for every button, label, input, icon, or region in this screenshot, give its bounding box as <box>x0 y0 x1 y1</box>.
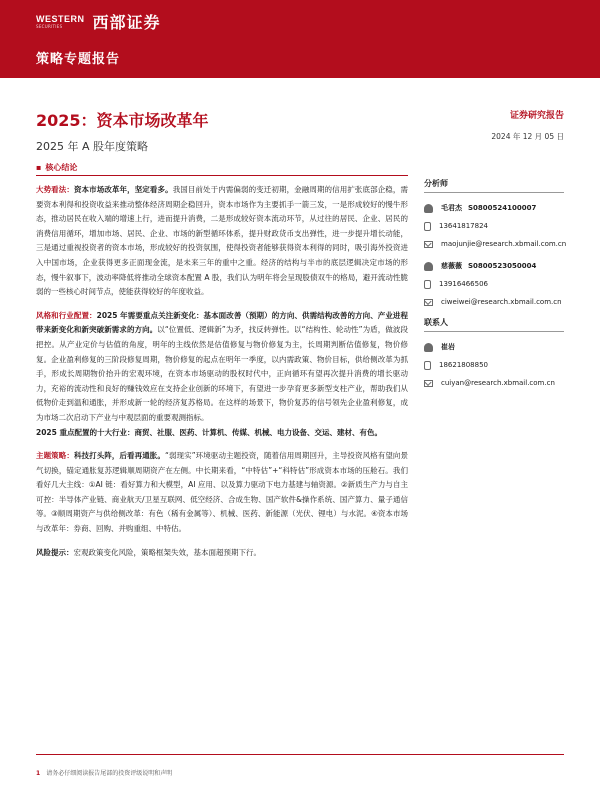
person-icon <box>424 262 433 271</box>
risk-lead: 风险提示： <box>36 547 74 557</box>
sidebar-analysts <box>424 178 567 396</box>
person-icon <box>424 204 433 213</box>
themes-lead: 主题策略： <box>36 451 74 461</box>
phone-icon <box>424 222 431 231</box>
analyst-name: 毛君杰 <box>441 204 462 212</box>
report-type: 策略专题报告 <box>36 52 121 67</box>
meta-type: 证券研究报告 <box>509 111 564 121</box>
allocation-text: 以“位置低、逻辑新”为矛，找反转弹性。以“结构性、轮动性”为盾，做波段把控。从产业定价与估值的角度，明年的主线依然是估值修复与物价修复为主，长周期判断估值修复，物价修复。企业盈利修复的三阶段修复周期，物价修复的起点在明年一季度，以内需政策、物价目标，供给侧改革为抓手，形成长周期物价抬升的宏观环境，在资本市场驱动的股权时代中，正向循环有望再次提升消费的增长驱动力，充裕的流动性和良好的赚钱效应在支持企业创新的环境下，有望进一步孕育更多新型支柱产业，帮助我们从低物价走到温和通胀，并形成新一轮的经济复苏格局。在这样的场景下，物价复苏的信号领先企业盈利修复，成为市场二次启动下产业与中观层面的重要观测指标。 <box>36 325 408 422</box>
allocation-lead: 风格和行业配置： <box>36 310 97 320</box>
analyst-email-row <box>424 235 567 253</box>
analyst-email-row <box>424 293 564 311</box>
mail-icon <box>424 299 433 306</box>
analyst-email[interactable]: ciweiwei@research.xbmail.com.cn <box>441 298 562 306</box>
analyst-phone-row <box>424 217 564 235</box>
logo-en-sub: SECURITIES <box>36 24 63 29</box>
logo-cn: 西部证券 <box>92 13 161 32</box>
analyst-name-row <box>424 257 564 275</box>
mail-icon <box>424 380 433 387</box>
footer-text: 请务必仔细阅读报告尾部的投资评级说明和声明 <box>46 770 173 777</box>
risk-text: 宏观政策变化风险，策略框架失效，基本面超预期下行。 <box>73 547 261 557</box>
phone-icon <box>424 361 431 370</box>
logo-mark <box>36 14 85 29</box>
section-tag: ▪ 核心结论 <box>36 162 77 173</box>
themes-strong: 科技打头阵，后看再通胀。 <box>73 451 165 461</box>
analyst-name: 慈薇薇 <box>441 262 462 270</box>
report-body <box>36 183 408 569</box>
contact-email[interactable]: cuiyan@research.xbmail.com.cn <box>441 379 555 387</box>
paragraph-allocation <box>36 309 408 440</box>
logo-en: WESTERN <box>36 14 85 24</box>
contact-name: 崔岩 <box>441 343 455 351</box>
contact-phone: 18621808850 <box>439 361 488 369</box>
paragraph-risk <box>36 546 408 561</box>
themes-text: “弱现实”环境驱动主题投资，随着信用周期回升，主导投资风格有望向景气切换，锚定通胀复苏逻辑顺周期资产在左侧。中长期来看，“中特估”+“科特估”形成资本市场的压舱石。我们看好几大主线：①AI 链：看好算力和大模型，AI 应用、以及算力驱动下电力基建与轴资源。②新质生产力与自主可控：半导体产业链、商业航天/卫星互联网、低空经济、合成生物、国产软件&操作系统、国产算力、量子通信等。③顺周期资产与供给侧改革：有色（稀有金属等）、机械、医药、新能源（光伏、锂电）与水泥。④资本市场与改革年：券商、回购、并购重组、中特估。 <box>36 451 409 534</box>
analyst-card <box>424 199 567 253</box>
report-subtitle: 2025 年 A 股年度策略 <box>36 140 149 153</box>
allocation-strong: 2025 年需要重点关注新变化：基本面改善（预期）的方向、供需结构改善的方向、产业进程带来新变化和新突破新需求的方向。 <box>36 310 409 335</box>
paragraph-themes <box>36 449 408 537</box>
contact-heading: 联系人 <box>424 317 564 332</box>
footer <box>36 768 172 777</box>
outlook-text: 我国目前处于内需偏弱的变迁初期，金融周期的信用扩张底部企稳，需要资本利得和投资收益来推动整体经济周期企稳回升，资本市场作为主要抓手一箭三发，一是形成较好的慢牛形态，推动居民在收入端的增速上行，进而提升消费，二是形成较好资本流动环节，从过往的居民、企业、居民的消费信用循环，增加市场、居民、企业、市场的新型循环体系，提升财政货币支出弹性，进一步提升增长动能，三是通过重视投资者的资本市场，形成较好的投资氛围，使得投资者能够获得资本利得的同时，吸引海外投资进入中国市场，企业获得更多正面现金流，是未来三年的重中之重。经济的结构与半市的底层逻辑决定市场的形态，慢牛叙事下，波动率降低将推动全球资本配置 A 股，我们认为明年将会呈现股债双牛的格局，避开流动性脆弱的一些核心时间节点，使能获得较好的年度收益。 <box>36 185 408 297</box>
footer-rule <box>36 754 564 755</box>
paragraph-outlook <box>36 183 408 300</box>
analyst-phone-row <box>424 275 564 293</box>
contact-phone-row <box>424 356 564 374</box>
contact-email-row <box>424 374 564 392</box>
analyst-email[interactable]: maojunjie@research.xbmail.com.cn <box>441 240 567 248</box>
analyst-phone: 13641817824 <box>439 222 488 230</box>
analyst-id: S0800524100007 <box>468 204 537 212</box>
meta-date: 2024 年 12 月 05 日 <box>491 132 564 141</box>
mail-icon <box>424 241 433 248</box>
page-number: 1 <box>36 770 41 777</box>
report-title: 2025：资本市场改革年 <box>36 111 209 130</box>
phone-icon <box>424 280 431 289</box>
analysts-heading: 分析师 <box>424 178 564 193</box>
analyst-card <box>424 257 564 311</box>
report-meta <box>491 108 564 142</box>
section-rule <box>36 175 408 176</box>
contact-name-row <box>424 338 564 356</box>
analyst-name-row <box>424 199 564 217</box>
outlook-lead: 大势看法： <box>36 185 74 194</box>
company-logo <box>36 10 161 33</box>
analyst-phone: 13916466506 <box>439 280 488 288</box>
header-bar <box>0 0 600 78</box>
contact-card <box>424 338 564 392</box>
allocation-industries: 2025 重点配置的十大行业：商贸、社服、医药、计算机、传媒、机械、电力设备、交运、建材、有色。 <box>36 427 382 437</box>
analyst-id: S0800523050004 <box>468 262 537 270</box>
outlook-strong: 资本市场改革年，坚定看多。 <box>73 185 173 194</box>
person-icon <box>424 343 433 352</box>
